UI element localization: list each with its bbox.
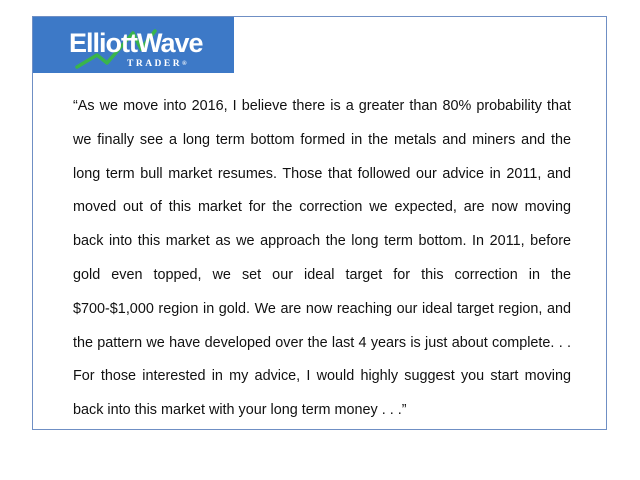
logo-word-wave: Wave [137, 28, 203, 58]
logo-subtitle [127, 58, 187, 70]
logo-wordmark [69, 28, 203, 58]
quote-card [32, 16, 607, 430]
quote-text: “As we move into 2016, I believe there is a greater than 80% probability that we finally see a long term bottom formed in the metals and miners and the long term bull market resumes. Those that followed our advice in 2011, and moved out of this market for the correction we expected, are now moving back into this market as we approach the long term bottom. In 2011, before gold even topped, we set our ideal target for this correction in the $700-$1,000 region in gold. We are now reaching our ideal target region, and the pattern we have developed over the last 4 years is just about complete. . . For those interested in my advice, I would highly suggest you start moving back into this market with your long term money . . .” [73, 98, 571, 419]
logo-subtitle-text: TRADER [127, 59, 183, 69]
logo-registered-mark: ® [182, 61, 187, 67]
elliott-wave-trader-logo [33, 17, 234, 73]
logo-word-elliott: Elliott [69, 28, 137, 58]
